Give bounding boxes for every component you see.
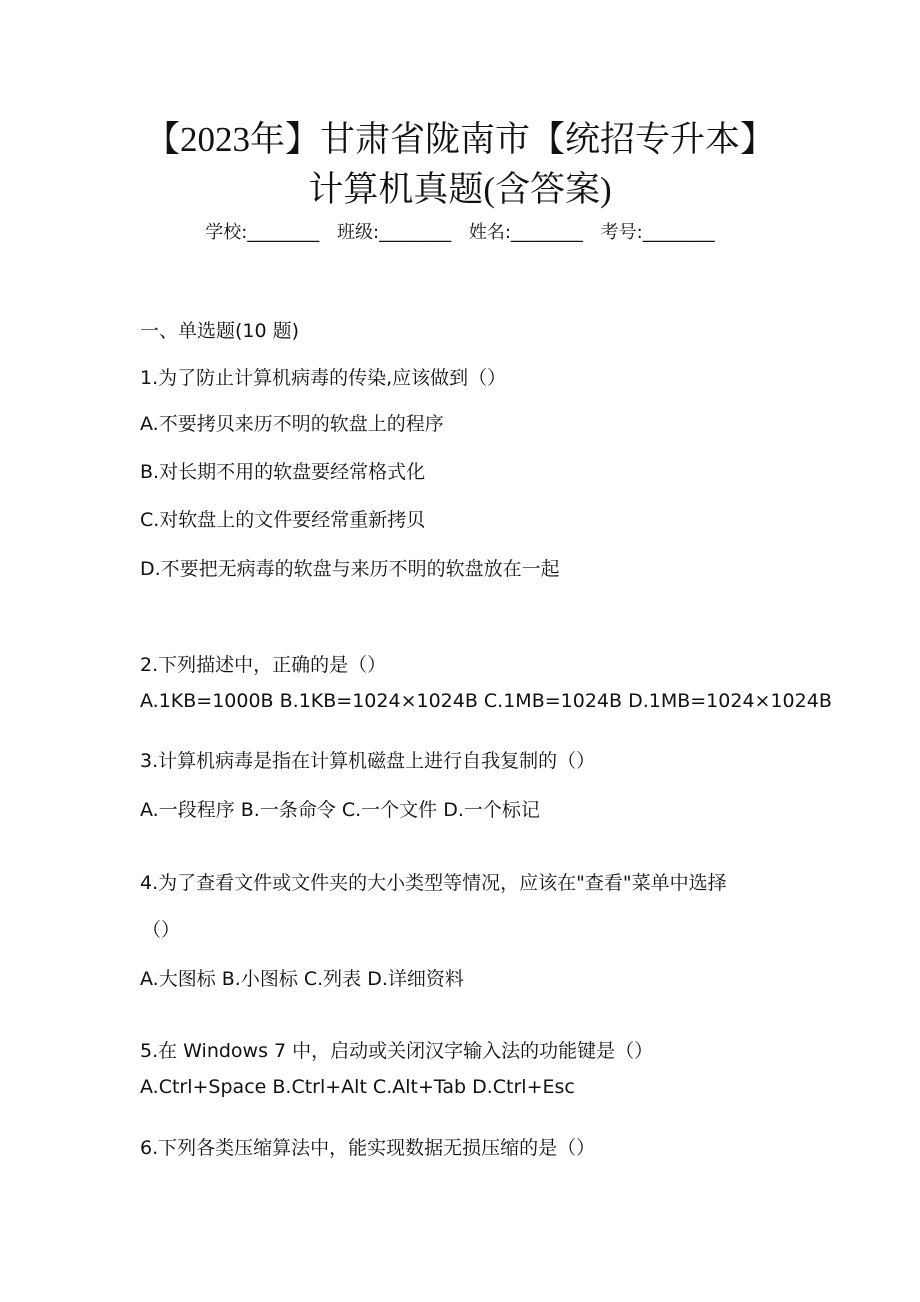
question-5: 5.在 Windows 7 中，启动或关闭汉字输入法的功能键是（） bbox=[140, 1040, 654, 1062]
question-4: 4.为了查看文件或文件夹的大小类型等情况，应该在"查看"菜单中选择 bbox=[140, 872, 727, 894]
q3-options: A.一段程序 B.一条命令 C.一个文件 D.一个标记 bbox=[140, 799, 540, 821]
question-3: 3.计算机病毒是指在计算机磁盘上进行自我复制的（） bbox=[140, 750, 596, 772]
section-heading: 一、单选题(10 题) bbox=[140, 320, 300, 342]
name-field: 姓名:________ bbox=[468, 222, 583, 243]
student-info-fields bbox=[0, 218, 920, 244]
school-field: 学校:________ bbox=[205, 222, 320, 243]
q1-option-b: B.对长期不用的软盘要经常格式化 bbox=[140, 461, 426, 483]
q5-options: A.Ctrl+Space B.Ctrl+Alt C.Alt+Tab D.Ctrl+Esc bbox=[140, 1076, 575, 1098]
q2-options: A.1KB=1000B B.1KB=1024×1024B C.1MB=1024B D.1MB=1024×1024B bbox=[140, 690, 832, 712]
question-4-continued: （） bbox=[142, 919, 181, 941]
q4-options: A.大图标 B.小图标 C.列表 D.详细资料 bbox=[140, 968, 464, 990]
document-title-line1: 【2023年】甘肃省陇南市【统招专升本】 bbox=[144, 120, 775, 159]
question-1: 1.为了防止计算机病毒的传染,应该做到（） bbox=[140, 367, 507, 389]
document-title-line2: 计算机真题(含答案) bbox=[308, 170, 612, 209]
q1-option-d: D.不要把无病毒的软盘与来历不明的软盘放在一起 bbox=[140, 558, 560, 580]
question-2: 2.下列描述中，正确的是（） bbox=[140, 654, 387, 676]
class-field: 班级:________ bbox=[337, 222, 452, 243]
q1-option-a: A.不要拷贝来历不明的软盘上的程序 bbox=[140, 413, 444, 435]
exam-number-field: 考号:________ bbox=[600, 222, 715, 243]
question-6: 6.下列各类压缩算法中，能实现数据无损压缩的是（） bbox=[140, 1137, 596, 1159]
q1-option-c: C.对软盘上的文件要经常重新拷贝 bbox=[140, 509, 426, 531]
